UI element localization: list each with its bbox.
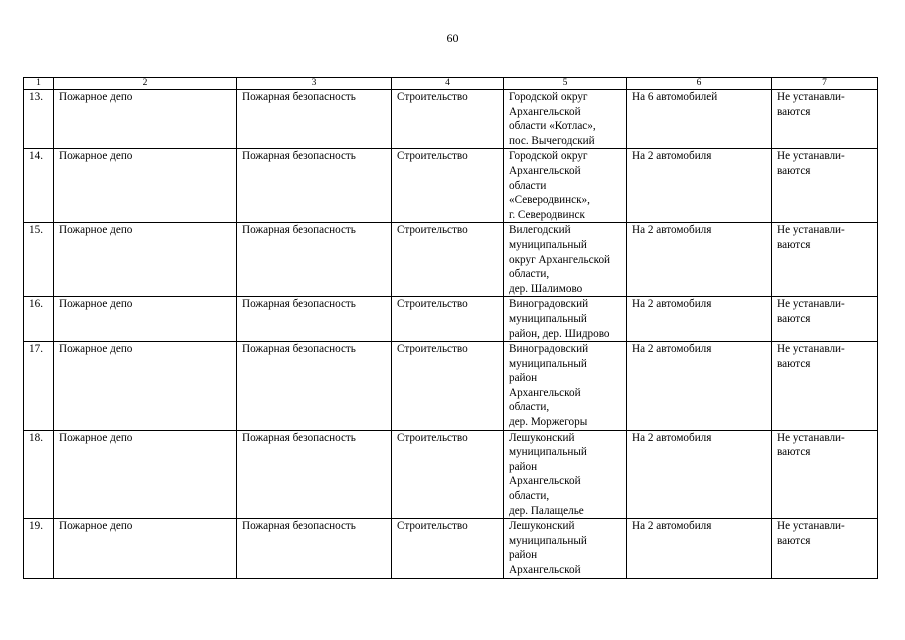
location-cell-line: дер. Моржегоры bbox=[509, 416, 588, 429]
table-row bbox=[24, 90, 878, 149]
sphere-cell: Пожарная безопасность bbox=[237, 223, 392, 297]
row-number-cell: 15. bbox=[24, 223, 54, 297]
zone-cell-line: Не устанавли- bbox=[777, 298, 845, 311]
activity-cell: Строительство bbox=[392, 223, 504, 297]
row-number-cell: 19. bbox=[24, 519, 54, 578]
capacity-cell: На 2 автомобиля bbox=[627, 519, 772, 578]
sphere-cell: Пожарная безопасность bbox=[237, 430, 392, 519]
sphere-cell: Пожарная безопасность bbox=[237, 342, 392, 431]
location-cell bbox=[504, 342, 627, 431]
activity-cell: Строительство bbox=[392, 149, 504, 223]
location-cell-line: округ Архангельской bbox=[509, 253, 611, 266]
object-name-cell: Пожарное депо bbox=[54, 149, 237, 223]
zone-cell-line: Не устанавли- bbox=[777, 431, 845, 444]
table-row bbox=[24, 519, 878, 578]
location-cell-line: Архангельской bbox=[509, 386, 581, 399]
location-cell-line: Лешуконский bbox=[509, 431, 575, 444]
table-row bbox=[24, 149, 878, 223]
location-cell bbox=[504, 297, 627, 342]
zone-cell bbox=[772, 149, 878, 223]
object-name-cell: Пожарное депо bbox=[54, 519, 237, 578]
location-cell-line: Вилегодский bbox=[509, 224, 571, 237]
sphere-cell: Пожарная безопасность bbox=[237, 149, 392, 223]
location-cell-line: район bbox=[509, 372, 538, 385]
location-cell-line: «Северодвинск», bbox=[509, 194, 590, 207]
row-number-cell: 16. bbox=[24, 297, 54, 342]
zone-cell-line: ваются bbox=[777, 238, 811, 251]
zone-cell-line: ваются bbox=[777, 105, 811, 118]
location-cell-line: Городской округ bbox=[509, 91, 588, 103]
location-cell-line: области bbox=[509, 179, 547, 192]
activity-cell: Строительство bbox=[392, 430, 504, 519]
location-cell-line: район bbox=[509, 549, 538, 562]
location-cell-line: муниципальный bbox=[509, 446, 587, 459]
zone-cell-line: Не устанавли- bbox=[777, 520, 845, 533]
column-header: 7 bbox=[772, 78, 878, 90]
location-cell bbox=[504, 430, 627, 519]
capacity-cell: На 2 автомобиля bbox=[627, 149, 772, 223]
location-cell-line: муниципальный bbox=[509, 312, 587, 325]
location-cell bbox=[504, 223, 627, 297]
location-cell-line: район, дер. Шидрово bbox=[509, 327, 610, 340]
location-cell-line: Виноградовский bbox=[509, 343, 589, 356]
location-cell-line: Архангельской bbox=[509, 564, 581, 576]
location-cell-line: области, bbox=[509, 268, 550, 281]
location-cell-line: муниципальный bbox=[509, 357, 587, 370]
location-cell-line: Лешуконский bbox=[509, 520, 575, 533]
location-cell-line: области, bbox=[509, 401, 550, 414]
zone-cell bbox=[772, 297, 878, 342]
table-body bbox=[24, 90, 878, 579]
location-cell bbox=[504, 149, 627, 223]
location-cell-line: дер. Шалимово bbox=[509, 282, 583, 295]
activity-cell: Строительство bbox=[392, 342, 504, 431]
location-cell-line: Виноградовский bbox=[509, 298, 589, 311]
column-header: 2 bbox=[54, 78, 237, 90]
object-name-cell: Пожарное депо bbox=[54, 223, 237, 297]
location-cell-line: муниципальный bbox=[509, 534, 587, 547]
object-name-cell: Пожарное депо bbox=[54, 90, 237, 149]
table-row bbox=[24, 430, 878, 519]
table-row bbox=[24, 223, 878, 297]
row-number-cell: 18. bbox=[24, 430, 54, 519]
zone-cell bbox=[772, 223, 878, 297]
column-header: 1 bbox=[24, 78, 54, 90]
zone-cell-line: Не устанавли- bbox=[777, 224, 845, 237]
location-cell-line: дер. Палащелье bbox=[509, 504, 584, 517]
location-cell-line: области «Котлас», bbox=[509, 120, 596, 133]
activity-cell: Строительство bbox=[392, 90, 504, 149]
location-cell-line: области, bbox=[509, 490, 550, 503]
zone-cell-line: ваются bbox=[777, 446, 811, 459]
location-cell-line: Архангельской bbox=[509, 105, 581, 118]
zone-cell-line: ваются bbox=[777, 357, 811, 370]
location-cell-line: г. Северодвинск bbox=[509, 208, 585, 221]
table-row bbox=[24, 342, 878, 431]
location-cell-line: муниципальный bbox=[509, 238, 587, 251]
location-cell-line: Архангельской bbox=[509, 164, 581, 177]
capacity-cell: На 2 автомобиля bbox=[627, 223, 772, 297]
location-cell bbox=[504, 519, 627, 578]
column-header: 5 bbox=[504, 78, 627, 90]
sphere-cell: Пожарная безопасность bbox=[237, 90, 392, 149]
location-cell-line: пос. Вычегодский bbox=[509, 134, 595, 147]
zone-cell bbox=[772, 342, 878, 431]
objects-table bbox=[23, 77, 878, 579]
sphere-cell: Пожарная безопасность bbox=[237, 519, 392, 578]
location-cell-line: район bbox=[509, 460, 538, 473]
object-name-cell: Пожарное депо bbox=[54, 342, 237, 431]
column-header: 6 bbox=[627, 78, 772, 90]
zone-cell-line: Не устанавли- bbox=[777, 91, 845, 103]
zone-cell-line: ваются bbox=[777, 164, 811, 177]
zone-cell-line: ваются bbox=[777, 534, 811, 547]
zone-cell bbox=[772, 519, 878, 578]
activity-cell: Строительство bbox=[392, 297, 504, 342]
table-row bbox=[24, 297, 878, 342]
zone-cell-line: Не устанавли- bbox=[777, 150, 845, 163]
row-number-cell: 14. bbox=[24, 149, 54, 223]
object-name-cell: Пожарное депо bbox=[54, 297, 237, 342]
location-cell-line: Городской округ bbox=[509, 150, 588, 163]
location-cell-line: Архангельской bbox=[509, 475, 581, 488]
capacity-cell: На 6 автомобилей bbox=[627, 90, 772, 149]
sphere-cell: Пожарная безопасность bbox=[237, 297, 392, 342]
column-number-row bbox=[24, 78, 878, 90]
page-number: 60 bbox=[446, 31, 459, 45]
capacity-cell: На 2 автомобиля bbox=[627, 342, 772, 431]
location-cell bbox=[504, 90, 627, 149]
capacity-cell: На 2 автомобиля bbox=[627, 430, 772, 519]
row-number-cell: 13. bbox=[24, 90, 54, 149]
activity-cell: Строительство bbox=[392, 519, 504, 578]
object-name-cell: Пожарное депо bbox=[54, 430, 237, 519]
zone-cell bbox=[772, 430, 878, 519]
column-header: 4 bbox=[392, 78, 504, 90]
zone-cell bbox=[772, 90, 878, 149]
column-header: 3 bbox=[237, 78, 392, 90]
zone-cell-line: Не устанавли- bbox=[777, 343, 845, 356]
zone-cell-line: ваются bbox=[777, 312, 811, 325]
row-number-cell: 17. bbox=[24, 342, 54, 431]
capacity-cell: На 2 автомобиля bbox=[627, 297, 772, 342]
